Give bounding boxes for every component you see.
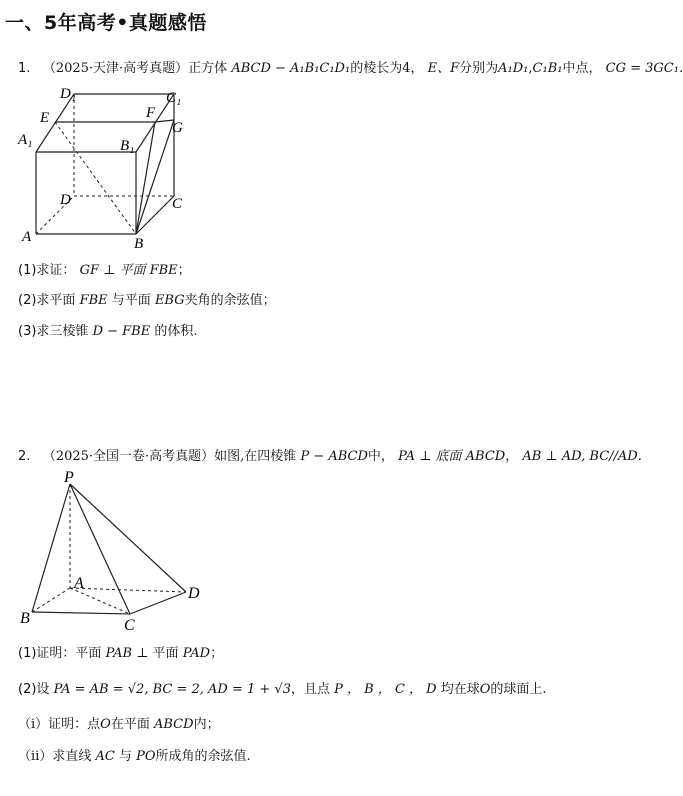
label-g: G [172,120,183,136]
p2-sub1-o: O [100,717,111,732]
problem2-text-a: 如图,在四棱锥 [214,449,297,464]
problem2-comma: ， [505,449,519,464]
cube-name: ABCD − A₁B₁C₁D₁ [231,61,351,76]
p2-sub2-mid: 与 [118,749,132,764]
problem1-source: （2025·天津·高考真题） [42,61,189,76]
problem1-text-a: 正方体 [188,61,228,76]
edge-pd [70,484,186,592]
segment-bg [136,120,174,234]
label-a: A [74,575,84,592]
problem1-text-c: 分别为 [459,61,499,76]
q2-mid: 与平面 [111,293,151,308]
problem1-question2 [18,289,276,308]
problem1-text-d: 中点， [562,61,602,76]
problem2-end: . [637,449,642,464]
problem1-text-b: 的棱长为4， [350,61,424,76]
problem2-text-b: 中， [367,449,394,464]
p2-sub2-prefix: （ii）求直线 [18,749,92,764]
q1-end: ； [177,263,191,278]
edge-bc [32,612,130,614]
label-d1: D₁ [60,86,77,102]
section-title: 一、5年高考•真题感悟 [5,12,207,34]
p2-q2-end: 的球面上. [490,682,547,697]
condition-pa-perp: PA ⊥ 底面 ABCD [398,449,506,464]
label-a: A [22,229,32,245]
label-d: D [60,192,71,208]
p2-q1-mid: ⊥ 平面 [136,646,179,661]
q2-end: 夹角的余弦值； [184,293,276,308]
p2-sub1-end: 内； [193,717,220,732]
p2-q2-mid: ，且点 [290,682,330,697]
hidden-edge-ad [70,588,186,592]
problem1-number: 1. [18,61,31,76]
p2-q1-end: ； [210,646,224,661]
p2-sub1-plane: ABCD [154,717,194,732]
q1-prefix: (1)求证： [18,263,76,278]
p2-q2-prefix: (2)设 [18,682,50,697]
cube-figure [14,84,194,250]
p2-q2-math: PA = AB = √2, BC = 2, AD = 1 + √3 [53,682,291,697]
label-b: B [20,610,30,627]
problem2-source: （2025·全国一卷·高考真题） [42,449,215,464]
points-ef: E、F [427,61,460,76]
problem2-subquestion2 [18,745,251,764]
label-d: D [188,585,200,602]
p2-sub1-mid: 在平面 [110,717,150,732]
label-c: C [172,196,183,212]
p2-sub2-po: PO [136,749,156,764]
problem1-end: . [678,61,683,76]
label-b: B [134,236,144,252]
edge-pc [70,484,130,614]
label-p: P [64,469,74,486]
problem1-question1 [18,259,191,278]
p2-sub1-prefix: （i）证明：点 [18,717,101,732]
problem1-question3 [18,320,198,339]
label-e: E [40,110,50,126]
edge-cd [130,592,186,614]
problem2-statement [18,445,642,464]
cg-relation: CG = 3GC₁ [605,61,679,76]
pyramid-figure [14,466,214,634]
p2-q1-plane-pab: PAB [105,646,133,661]
edge-pb [32,484,70,612]
label-b1: B₁ [120,138,135,154]
q2-plane-fbe: FBE [79,293,108,308]
q3-math: D − FBE [92,324,151,339]
problem1-comma: , [528,61,533,76]
q2-plane-ebg: EBG [154,293,185,308]
label-f: F [146,105,156,121]
p2-q2-mid2: 均在球 [440,682,480,697]
problem1-statement [18,57,683,76]
problem2-question1 [18,642,223,661]
p2-sub2-ac: AC [95,749,115,764]
p2-q1-prefix: (1)证明：平面 [18,646,102,661]
p2-q1-plane-pad: PAD [182,646,211,661]
p2-sub2-end: 所成角的余弦值. [155,749,251,764]
p2-q2-points: P ， B ， C ， D [334,682,437,697]
problem2-number: 2. [18,449,31,464]
segment-a1d1: A₁D₁ [498,61,529,76]
pyramid-name: P − ABCD [300,449,368,464]
q2-prefix: (2)求平面 [18,293,76,308]
q1-math: GF ⊥ 平面 FBE [79,263,178,278]
segment-c1b1: C₁B₁ [532,61,563,76]
label-c1: C₁ [166,90,182,106]
problem2-subquestion1 [18,713,220,732]
q3-end: 的体积. [154,324,198,339]
condition-ab-ad-bc: AB ⊥ AD, BC//AD [522,449,638,464]
p2-q2-sphere-o: O [479,682,491,697]
label-a1: A₁ [18,132,33,148]
label-c: C [124,617,135,634]
q3-prefix: (3)求三棱锥 [18,324,89,339]
problem2-question2 [18,678,547,697]
